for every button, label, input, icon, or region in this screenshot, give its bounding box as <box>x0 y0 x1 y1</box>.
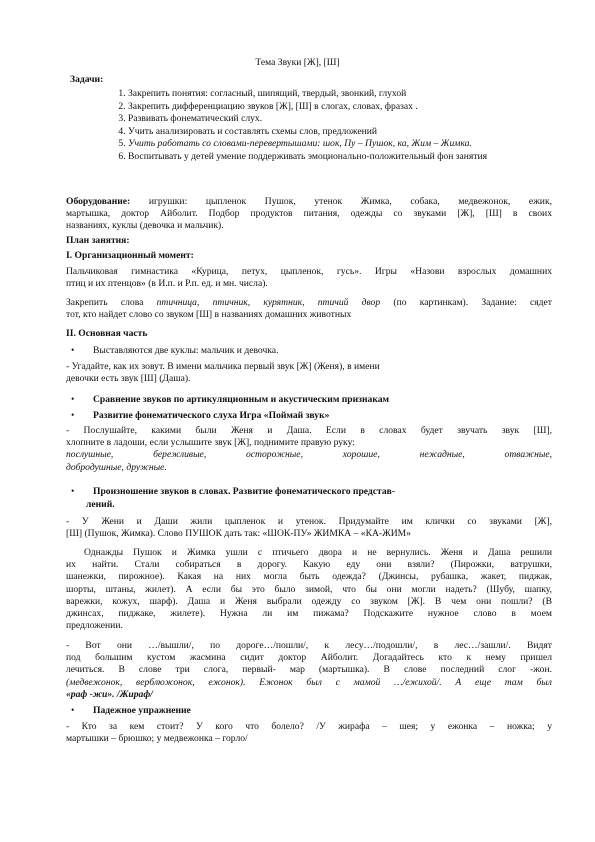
plan-heading: План занятия: <box>66 235 130 246</box>
listen-paragraph: - Послушайте, какими были Женя и Даша. Если в словах будет звучать звук [Ш], хлопните в ладоши, если услышите звук [Ж], поднимите правую руку: послушные, бережливые, осторожные, хорошие, нежадные, отважные, добродушные, дружные. <box>66 425 552 473</box>
task-item: 6. Воспитывать у детей умение поддерживать эмоционально-положительный фон занятия <box>128 151 508 164</box>
task-item: 2. Закрепить дифференциацию звуков [Ж], [Ш] в слогах, словах, фразах . <box>128 101 578 114</box>
bullet-case-exercise: • Падежное упражнение <box>93 705 191 717</box>
task-item: 3. Развивать фонематический слух. <box>128 113 578 126</box>
equipment-label: Оборудование: <box>66 196 131 207</box>
task-item: 1. Закрепить понятия: согласный, шипящий, твердый, звонкий, глухой <box>128 88 578 101</box>
section2-heading: II. Основная часть <box>66 328 148 339</box>
bullet-pronunciation: • Произношение звуков в словах. Развитие фонематического представ- <box>93 486 395 498</box>
bullet-phonemic-game: • Развитие фонематического слуха Игра «Поймай звук» <box>93 410 329 422</box>
tasks-list <box>104 88 578 164</box>
tasks-heading: Задачи: <box>70 74 104 85</box>
walk-paragraph: - Вот они …/вышли/, по дороге…/пошли/, к лесу…/подошли/, в лес…/зашли/. Видят под большим кустом жасмина сидит доктор Айболит. Догадайтесь кто к нему пришел лечиться. В слове три слога, первый- мар (мартышка). В слове последний слог -жон. (медвежонок, верблюжонок, ежонок). Ежонок был с мамой …/ежихой/. А еще там был «раф -жи». /Жираф/ <box>66 640 552 700</box>
chicks-paragraph: - У Жени и Даши жили цыпленок и утенок. Придумайте им клички со звуками [Ж], [Ш] (Пушок, Жимка). Слово ПУШОК дать так: «ШОК-ПУ» ЖИМКА – «КА-ЖИМ» <box>66 516 552 540</box>
section1-heading: I. Организационный момент: <box>66 250 194 261</box>
story-paragraph: Однажды Пушок и Жимка ушли с птичьего двора и не вернулись. Женя и Даша решили их найти. Стали собираться в дорогу. Какую еду они взяли? (Пирожки, ватрушки, шанежки, пирожное). Какая на них могла быть одежда? (Джинсы, рубашка, жакет, пиджак, шорты, штаны, жилет). А если бы это было зимой, что бы они могли надеть? (Шубу, шапку, варежки, кожух, шарф). Даша и Женя выбрали одежду со звуком [Ж]. В чем они пошли? (В джинсах, пиджаке, жилете). Нужна ли им пижама? Подскажите нужное слово в моем предложении. <box>66 547 552 632</box>
task-item: 4. Учить анализировать и составлять схемы слов, предложений <box>128 126 578 139</box>
page-title: Тема Звуки [Ж], [Ш] <box>255 57 340 68</box>
section1-fix-paragraph: Закрепить слова птичница, птичник, курятник, птичий двор (по картинкам). Задание: сядет тот, кто найдет слово со звуком [Ш] в названиях домашних животных <box>66 297 552 321</box>
bullet-dolls: • Выставляются две куклы: мальчик и девочка. <box>93 345 278 357</box>
section1-paragraph: Пальчиковая гимнастика «Курица, петух, цыпленок, гусь». Игры «Назови взрослых домашних птиц и их птенцов» (в И.п. и Р.п. ед. и мн. числа). <box>66 266 552 290</box>
bullet-pronunciation-cont: лений. <box>86 499 115 510</box>
task-item: 5. Учить работать со словами-перевертышами: шок, Пу – Пушок, ка, Жим – Жимка. <box>128 138 578 151</box>
bullet-compare-sounds: • Сравнение звуков по артикуляционным и акустическим признакам <box>93 394 389 406</box>
case-paragraph: - Кто за кем стоит? У кого что болело? /У жирафа – шея; у ежонка – ножка; у мартышки – брюшко; у медвежонка – горло/ <box>66 721 552 745</box>
guess-paragraph: - Угадайте, как их зовут. В имени мальчика первый звук [Ж] (Женя), в имени девочки есть звук [Ш] (Даша). <box>66 361 380 385</box>
equipment-paragraph: Оборудование: игрушки: цыпленок Пушок, утенок Жимка, собака, медвежонок, ежик, мартышка, доктор Айболит. Подбор продуктов питания, одежды со звуками [Ж], [Ш] в своих названиях, куклы (девочка и мальчик). <box>66 196 552 232</box>
